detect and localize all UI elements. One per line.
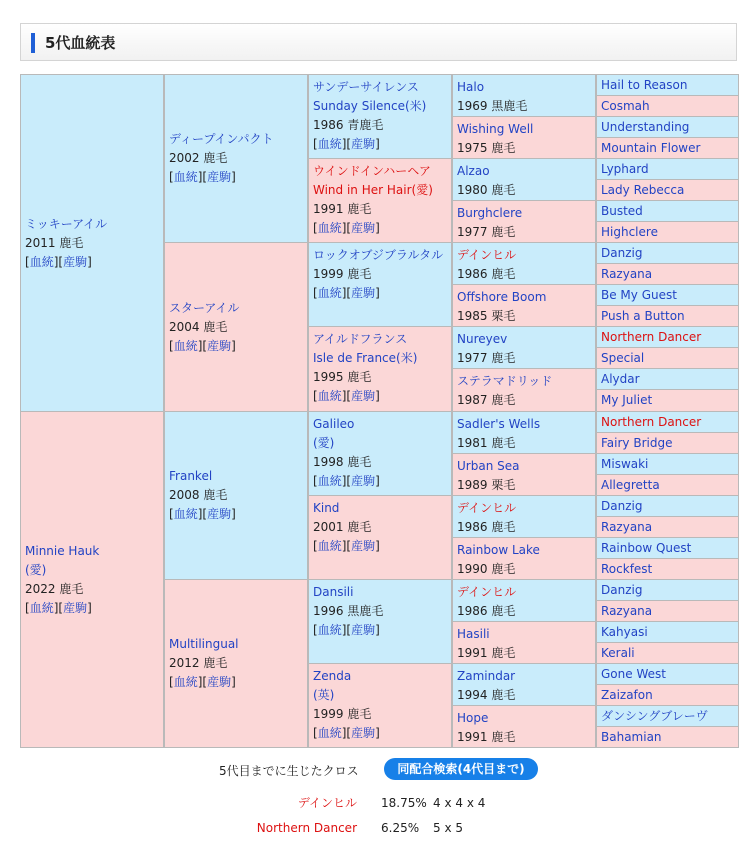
horse-info: 2002 鹿毛: [169, 151, 228, 165]
pedigree-cell-gen3: [308, 663, 452, 748]
same-mating-search-button[interactable]: 同配合検索(4代目まで): [384, 758, 538, 780]
horse-name-link[interactable]: ウインドインハーヘア: [313, 164, 431, 178]
horse-name-alt-link[interactable]: Isle de France(米): [313, 351, 418, 365]
pedigree-cell-gen5: [596, 684, 739, 706]
pedigree-table: [20, 74, 739, 747]
horse-name-link[interactable]: Alydar: [601, 372, 640, 386]
pedigree-link[interactable]: 血統: [317, 474, 342, 488]
progeny-link[interactable]: 産駒: [351, 539, 376, 553]
horse-name-link[interactable]: Zenda: [313, 669, 352, 683]
horse-name-link[interactable]: Lady Rebecca: [601, 183, 685, 197]
horse-name-link[interactable]: Kind: [313, 501, 340, 515]
horse-name-link[interactable]: Rainbow Quest: [601, 541, 692, 555]
pedigree-cell-gen2: [164, 74, 308, 243]
cross-generation: 4 x 4 x 4: [433, 796, 486, 810]
pedigree-cell-gen5: [596, 474, 739, 496]
horse-info: 1977 鹿毛: [457, 351, 516, 365]
pedigree-cell-gen5: [596, 389, 739, 412]
pedigree-link[interactable]: 血統: [317, 389, 342, 403]
pedigree-cell-gen5: [596, 642, 739, 664]
pedigree-cell-gen3: [308, 242, 452, 327]
section-header: [20, 23, 737, 61]
pedigree-link[interactable]: 血統: [173, 170, 198, 184]
horse-info: 1986 鹿毛: [457, 520, 516, 534]
pedigree-cell-gen5: [596, 705, 739, 727]
horse-info: 1981 鹿毛: [457, 436, 516, 450]
cross-generation: 5 x 5: [433, 821, 463, 835]
pedigree-cell-gen4: [452, 116, 596, 159]
horse-info: 1987 鹿毛: [457, 393, 516, 407]
pedigree-cell-gen5: [596, 263, 739, 285]
pedigree-link[interactable]: 血統: [173, 675, 198, 689]
horse-info: 1986 鹿毛: [457, 604, 516, 618]
horse-name-link[interactable]: Multilingual: [169, 637, 239, 651]
horse-links: [血統][産駒]: [313, 137, 380, 151]
pedigree-cell-gen2: [164, 579, 308, 748]
progeny-link[interactable]: 産駒: [351, 389, 376, 403]
pedigree-cell-gen3: [308, 579, 452, 664]
pedigree-cell-gen4: [452, 621, 596, 664]
horse-info: 1986 青鹿毛: [313, 118, 384, 132]
horse-links: [血統][産駒]: [169, 507, 236, 521]
horse-links: [血統][産駒]: [169, 170, 236, 184]
horse-name-link[interactable]: Danzig: [601, 583, 643, 597]
cross-percentage: 18.75%: [381, 796, 427, 810]
horse-name-link[interactable]: Kerali: [601, 646, 635, 660]
horse-name-link[interactable]: Hail to Reason: [601, 78, 688, 92]
pedigree-cell-gen5: [596, 579, 739, 601]
horse-name-link[interactable]: ダンシングブレーヴ: [601, 709, 708, 723]
horse-name-link[interactable]: Northern Dancer: [601, 330, 702, 344]
progeny-link[interactable]: 産駒: [351, 137, 376, 151]
horse-name-alt-link[interactable]: (愛): [313, 436, 335, 450]
horse-info: 2004 鹿毛: [169, 319, 228, 334]
horse-links: [血統][産駒]: [313, 623, 380, 637]
pedigree-link[interactable]: 血統: [317, 137, 342, 151]
pedigree-link[interactable]: 血統: [317, 539, 342, 553]
horse-name-link[interactable]: Cosmah: [601, 99, 650, 113]
horse-name-link[interactable]: Bahamian: [601, 730, 662, 744]
cross-horse-link[interactable]: Northern Dancer: [256, 821, 357, 835]
progeny-link[interactable]: 産駒: [351, 474, 376, 488]
pedigree-cell-gen2: [164, 411, 308, 580]
progeny-link[interactable]: 産駒: [351, 221, 376, 235]
horse-name-link[interactable]: Special: [601, 351, 645, 365]
horse-name-link[interactable]: Lyphard: [601, 162, 649, 176]
progeny-link[interactable]: 産駒: [63, 254, 88, 269]
horse-name-link[interactable]: Push a Button: [601, 309, 685, 323]
horse-name-link[interactable]: Danzig: [601, 246, 643, 260]
pedigree-cell-gen4: [452, 495, 596, 538]
progeny-link[interactable]: 産駒: [207, 338, 232, 353]
horse-name-link[interactable]: Urban Sea: [457, 459, 520, 473]
horse-name-link[interactable]: ディープインパクト: [169, 132, 274, 146]
pedigree-link[interactable]: 血統: [317, 623, 342, 637]
pedigree-link[interactable]: 血統: [173, 338, 198, 353]
horse-info: 1977 鹿毛: [457, 225, 516, 239]
pedigree-cell-gen4: [452, 200, 596, 243]
pedigree-cell-gen5: [596, 242, 739, 264]
horse-name-link[interactable]: Be My Guest: [601, 288, 677, 302]
pedigree-cell-gen5: [596, 411, 739, 433]
pedigree-cell-gen5: [596, 537, 739, 559]
horse-name-link[interactable]: Rainbow Lake: [457, 543, 540, 557]
pedigree-cell-gen5: [596, 368, 739, 390]
pedigree-cell-gen4: [452, 579, 596, 622]
pedigree-cell-gen5: [596, 137, 739, 159]
horse-name-link[interactable]: Razyana: [601, 520, 653, 534]
horse-name-alt-link[interactable]: (愛): [25, 562, 47, 577]
pedigree-cell-gen5: [596, 116, 739, 138]
page-title: 5代血統表: [45, 34, 116, 52]
horse-info: 1975 鹿毛: [457, 141, 516, 155]
horse-links: [血統][産駒]: [169, 675, 236, 689]
cross-percentage: 6.25%: [381, 821, 420, 835]
pedigree-cell-gen4: [452, 74, 596, 117]
horse-info: 1989 栗毛: [457, 478, 516, 492]
pedigree-cell-gen5: [596, 179, 739, 201]
pedigree-cell-gen5: [596, 158, 739, 180]
pedigree-link[interactable]: 血統: [317, 221, 342, 235]
horse-info: 1994 鹿毛: [457, 688, 516, 702]
header-accent-bar: [31, 33, 35, 53]
horse-info: 2012 鹿毛: [169, 656, 228, 670]
pedigree-cell-gen4: [452, 705, 596, 748]
horse-name-link[interactable]: Fairy Bridge: [601, 436, 673, 450]
horse-info: 2008 鹿毛: [169, 488, 228, 502]
horse-info: 1985 栗毛: [457, 309, 516, 323]
horse-info: 1991 鹿毛: [457, 646, 516, 660]
horse-info: 2011 鹿毛: [25, 235, 84, 250]
horse-name-link[interactable]: My Juliet: [601, 393, 653, 407]
pedigree-cell-gen4: [452, 663, 596, 706]
horse-info: 2022 鹿毛: [25, 581, 84, 596]
horse-name-link[interactable]: Highclere: [601, 225, 658, 239]
pedigree-cell-gen5: [596, 726, 739, 748]
horse-name-link[interactable]: Sadler's Wells: [457, 417, 541, 431]
horse-info: 1990 鹿毛: [457, 562, 516, 576]
horse-name-link[interactable]: アイルドフランス: [313, 332, 408, 346]
pedigree-cell-gen3: [308, 74, 452, 159]
progeny-link[interactable]: 産駒: [63, 600, 88, 615]
horse-name-link[interactable]: デインヒル: [457, 248, 517, 262]
horse-info: 1999 鹿毛: [313, 267, 372, 281]
pedigree-cell-gen5: [596, 347, 739, 369]
horse-name-link[interactable]: Razyana: [601, 267, 653, 281]
pedigree-cell-gen5: [596, 284, 739, 306]
horse-name-link[interactable]: Minnie Hauk: [25, 543, 100, 558]
horse-name-alt-link[interactable]: Sunday Silence(米): [313, 99, 427, 113]
pedigree-cell-gen5: [596, 453, 739, 475]
horse-links: [血統][産駒]: [313, 726, 380, 740]
pedigree-cell-gen4: [452, 158, 596, 201]
horse-links: [血統][産駒]: [313, 539, 380, 553]
pedigree-cell-gen4: [452, 411, 596, 454]
horse-name-link[interactable]: Hope: [457, 711, 489, 725]
horse-links: [血統][産駒]: [313, 286, 380, 300]
horse-name-link[interactable]: Frankel: [169, 469, 213, 483]
horse-name-link[interactable]: Wishing Well: [457, 122, 534, 136]
horse-info: 1996 黒鹿毛: [313, 604, 384, 618]
horse-name-link[interactable]: Alzao: [457, 164, 490, 178]
pedigree-cell-gen5: [596, 305, 739, 327]
pedigree-link[interactable]: 血統: [317, 286, 342, 300]
horse-name-link[interactable]: Halo: [457, 80, 485, 94]
progeny-link[interactable]: 産駒: [351, 726, 376, 740]
pedigree-cell-gen5: [596, 95, 739, 117]
horse-links: [血統][産駒]: [313, 389, 380, 403]
pedigree-cell-gen4: [452, 453, 596, 496]
horse-links: [血統][産駒]: [313, 474, 380, 488]
horse-info: 1999 鹿毛: [313, 707, 372, 721]
progeny-link[interactable]: 産駒: [351, 623, 376, 637]
horse-info: 1980 鹿毛: [457, 183, 516, 197]
horse-name-link[interactable]: Rockfest: [601, 562, 653, 576]
cross-label: 5代目までに生じたクロス: [219, 764, 359, 778]
pedigree-cell-gen5: [596, 200, 739, 222]
pedigree-cell-gen1: [20, 74, 164, 412]
pedigree-cell-gen4: [452, 242, 596, 285]
horse-name-link[interactable]: スターアイル: [169, 300, 240, 315]
horse-info: 2001 鹿毛: [313, 520, 372, 534]
horse-name-link[interactable]: Offshore Boom: [457, 290, 547, 304]
pedigree-link[interactable]: 血統: [29, 254, 54, 269]
horse-name-link[interactable]: Busted: [601, 204, 643, 218]
horse-name-link[interactable]: デインヒル: [457, 585, 517, 599]
pedigree-cell-gen5: [596, 432, 739, 454]
pedigree-cell-gen4: [452, 284, 596, 327]
horse-name-link[interactable]: Miswaki: [601, 457, 649, 471]
pedigree-cell-gen5: [596, 558, 739, 580]
pedigree-cell-gen4: [452, 537, 596, 580]
pedigree-cell-gen5: [596, 326, 739, 348]
horse-name-link[interactable]: Zamindar: [457, 669, 516, 683]
progeny-link[interactable]: 産駒: [351, 286, 376, 300]
pedigree-cell-gen4: [452, 368, 596, 412]
pedigree-link[interactable]: 血統: [173, 507, 198, 521]
horse-name-link[interactable]: Nureyev: [457, 332, 508, 346]
horse-name-alt-link[interactable]: (英): [313, 688, 335, 702]
horse-name-link[interactable]: Kahyasi: [601, 625, 648, 639]
pedigree-cell-gen5: [596, 663, 739, 685]
horse-name-link[interactable]: デインヒル: [457, 501, 517, 515]
pedigree-cell-gen3: [308, 495, 452, 580]
horse-name-link[interactable]: サンデーサイレンス: [313, 80, 419, 94]
pedigree-cell-gen5: [596, 600, 739, 622]
horse-name-link[interactable]: Razyana: [601, 604, 653, 618]
pedigree-link[interactable]: 血統: [317, 726, 342, 740]
pedigree-link[interactable]: 血統: [29, 600, 54, 615]
horse-name-link[interactable]: Gone West: [601, 667, 666, 681]
pedigree-cell-gen5: [596, 516, 739, 538]
horse-info: 1995 鹿毛: [313, 370, 372, 384]
horse-name-link[interactable]: Danzig: [601, 499, 643, 513]
progeny-link[interactable]: 産駒: [207, 507, 232, 521]
pedigree-cell-gen5: [596, 221, 739, 243]
cross-horse-link[interactable]: デインヒル: [297, 796, 357, 810]
horse-info: 1991 鹿毛: [313, 202, 372, 216]
pedigree-cell-gen5: [596, 495, 739, 517]
horse-name-alt-link[interactable]: Wind in Her Hair(愛): [313, 183, 433, 197]
pedigree-cell-gen3: [308, 411, 452, 496]
pedigree-cell-gen3: [308, 158, 452, 243]
pedigree-cell-gen3: [308, 326, 452, 412]
horse-links: [血統][産駒]: [313, 221, 380, 235]
horse-name-link[interactable]: Allegretta: [601, 478, 660, 492]
horse-name-link[interactable]: Zaizafon: [601, 688, 653, 702]
horse-links: [血統][産駒]: [169, 338, 236, 353]
horse-name-link[interactable]: ロックオブジブラルタル: [313, 248, 444, 262]
horse-name-link[interactable]: Northern Dancer: [601, 415, 702, 429]
horse-name-link[interactable]: Hasili: [457, 627, 490, 641]
progeny-link[interactable]: 産駒: [207, 675, 232, 689]
horse-links: [血統][産駒]: [25, 254, 92, 269]
horse-name-link[interactable]: Mountain Flower: [601, 141, 701, 155]
horse-name-link[interactable]: Burghclere: [457, 206, 523, 220]
pedigree-cell-gen1: [20, 411, 164, 748]
horse-info: 1998 鹿毛: [313, 455, 372, 469]
horse-name-link[interactable]: Dansili: [313, 585, 354, 599]
pedigree-cell-gen5: [596, 74, 739, 96]
horse-links: [血統][産駒]: [25, 600, 92, 615]
pedigree-cell-gen5: [596, 621, 739, 643]
horse-info: 1969 黒鹿毛: [457, 99, 528, 113]
pedigree-cell-gen2: [164, 242, 308, 412]
horse-info: 1986 鹿毛: [457, 267, 516, 281]
progeny-link[interactable]: 産駒: [207, 170, 232, 184]
horse-name-link[interactable]: ステラマドリッド: [457, 374, 553, 388]
horse-name-link[interactable]: Galileo: [313, 417, 355, 431]
horse-name-link[interactable]: ミッキーアイル: [25, 216, 108, 231]
pedigree-cell-gen4: [452, 326, 596, 369]
horse-info: 1991 鹿毛: [457, 730, 516, 744]
cross-section-header: [0, 758, 750, 780]
horse-name-link[interactable]: Understanding: [601, 120, 690, 134]
